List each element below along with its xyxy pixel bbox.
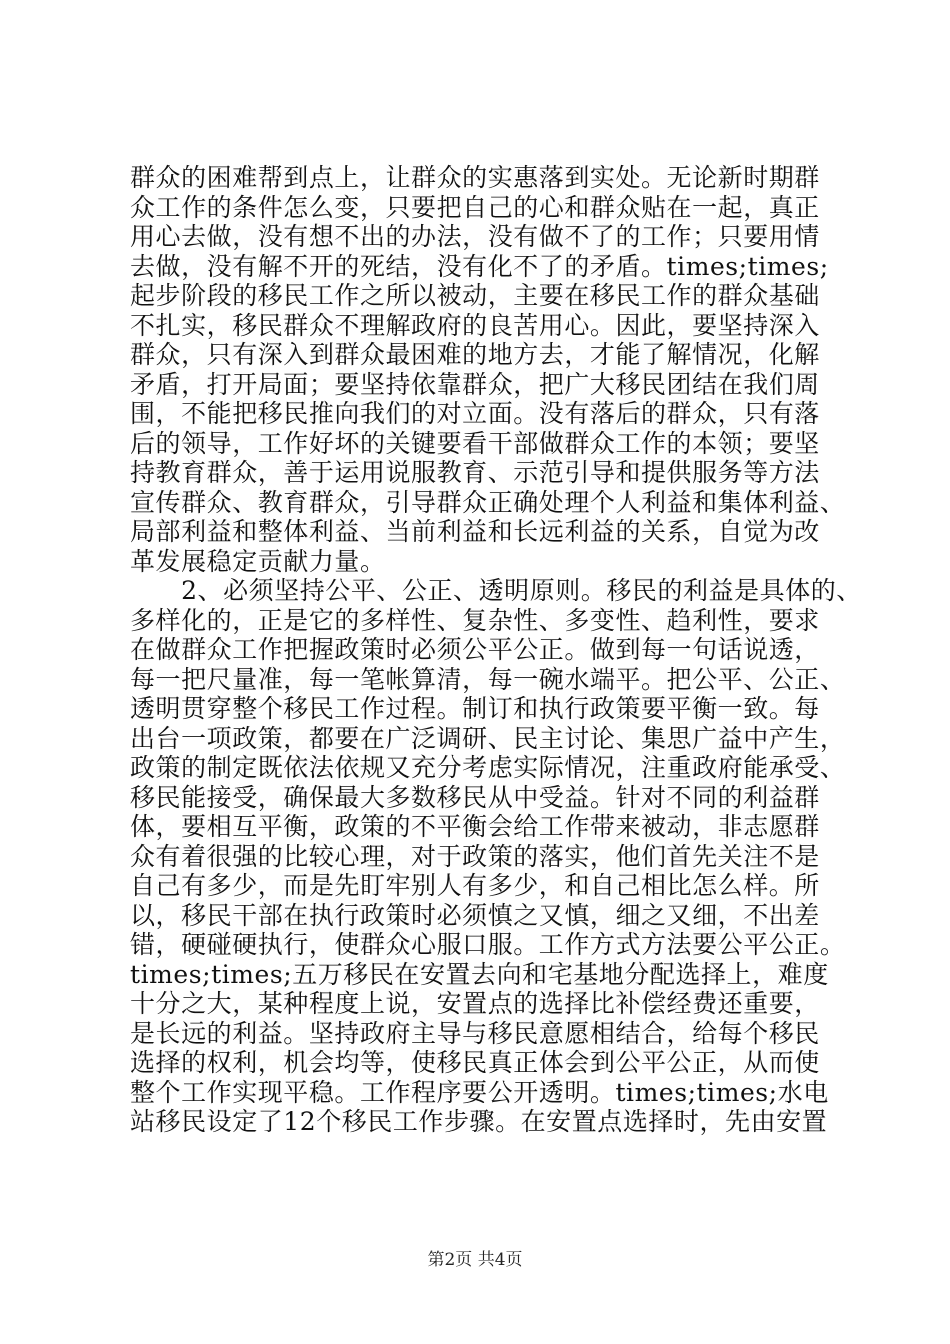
- text-line: 起步阶段的移民工作之所以被动，主要在移民工作的群众基础: [130, 281, 820, 310]
- page-number-footer: 第2页 共4页: [427, 1250, 523, 1270]
- text-line: 体，要相互平衡，政策的不平衡会给工作带来被动，非志愿群: [130, 812, 820, 841]
- text-line: 在做群众工作把握政策时必须公平公正。做到每一句话说透，: [130, 635, 820, 664]
- text-line: 众工作的条件怎么变，只要把自己的心和群众贴在一起，真正: [130, 192, 820, 222]
- text-line: 后的领导，工作好坏的关键要看干部做群众工作的本领；要坚: [130, 428, 820, 458]
- text-line: 整个工作实现平稳。工作程序要公开透明。times;times;水电: [130, 1077, 829, 1107]
- text-line: 选择的权利，机会均等，使移民真正体会到公平公正，从而使: [130, 1048, 820, 1077]
- text-line: times;times;五万移民在安置去向和宅基地分配选择上，难度: [130, 959, 829, 989]
- text-line: 错，硬碰硬执行，使群众心服口服。工作方式方法要公平公正。: [130, 930, 846, 959]
- body-text: [130, 163, 862, 1137]
- text-line: 围，不能把移民推向我们的对立面。没有落后的群众，只有落: [130, 399, 820, 428]
- text-line: 群众，只有深入到群众最困难的地方去，才能了解情况，化解: [130, 340, 820, 369]
- text-line: 2、必须坚持公平、公正、透明原则。移民的利益是具体的、: [130, 576, 862, 605]
- text-line: 以，移民干部在执行政策时必须慎之又慎，细之又细，不出差: [130, 900, 820, 930]
- text-line: 用心去做，没有想不出的办法，没有做不了的工作；只要用情: [130, 222, 820, 251]
- text-line: 是长远的利益。坚持政府主导与移民意愿相结合，给每个移民: [130, 1018, 820, 1048]
- text-line: 去做，没有解不开的死结，没有化不了的矛盾。times;times;: [130, 251, 829, 281]
- text-line: 群众的困难帮到点上，让群众的实惠落到实处。无论新时期群: [130, 163, 820, 192]
- text-line: 移民能接受，确保最大多数移民从中受益。针对不同的利益群: [130, 782, 820, 812]
- text-line: 持教育群众，善于运用说服教育、示范引导和提供服务等方法: [130, 458, 820, 487]
- text-line: 多样化的，正是它的多样性、复杂性、多变性、趋利性，要求: [130, 605, 820, 635]
- text-line: 革发展稳定贡献力量。: [130, 546, 386, 576]
- text-line: 自己有多少，而是先盯牢别人有多少，和自己相比怎么样。所: [130, 871, 820, 900]
- text-line: 政策的制定既依法依规又充分考虑实际情况，注重政府能承受、: [130, 753, 846, 782]
- text-line: 透明贯穿整个移民工作过程。制订和执行政策要平衡一致。每: [130, 694, 820, 723]
- text-line: 十分之大，某种程度上说，安置点的选择比补偿经费还重要，: [130, 989, 820, 1018]
- text-line: 出台一项政策，都要在广泛调研、民主讨论、集思广益中产生，: [130, 723, 846, 753]
- text-line: 矛盾，打开局面；要坚持依靠群众，把广大移民团结在我们周: [130, 369, 820, 399]
- text-line: 每一把尺量准，每一笔帐算清，每一碗水端平。把公平、公正、: [130, 664, 846, 694]
- text-line: 众有着很强的比较心理，对于政策的落实，他们首先关注不是: [130, 841, 820, 871]
- text-line: 局部利益和整体利益、当前利益和长远利益的关系，自觉为改: [130, 517, 820, 546]
- text-line: 不扎实，移民群众不理解政府的良苦用心。因此，要坚持深入: [130, 310, 820, 340]
- text-line: 宣传群众、教育群众，引导群众正确处理个人利益和集体利益、: [130, 487, 846, 517]
- text-line: 站移民设定了12个移民工作步骤。在安置点选择时，先由安置: [130, 1107, 828, 1136]
